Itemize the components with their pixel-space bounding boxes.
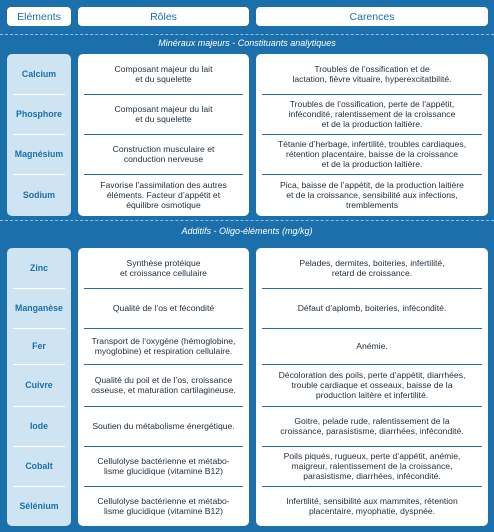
- row-separator: [84, 288, 243, 289]
- header-elements: Eléments: [7, 7, 71, 26]
- section-title-additifs: Additifs - Oligo-éléments (mg/kg): [181, 226, 313, 236]
- element-cell: Manganèse: [15, 303, 63, 313]
- element-cell: Sélénium: [19, 501, 59, 511]
- element-cell: Magnésium: [14, 149, 64, 159]
- row-separator: [262, 446, 482, 447]
- role-cell: Soutien du métabolisme énergétique.: [92, 421, 235, 431]
- role-cell: Favorise l’assimilation des autres éléments. Facteur d’appétit et équilibre osmotique: [100, 180, 227, 210]
- role-cell: Cellulolyse bactérienne et métabo- lisme glucidique (vitamine B12): [97, 456, 230, 476]
- row-separator: [13, 94, 65, 95]
- row-separator: [13, 174, 65, 175]
- deficiency-cell: Pica, baisse de l’appétit, de la production laitière et de la croissance, sensibilité aux infections, tremblements: [280, 180, 464, 210]
- deficiency-cell: Poils piqués, rugueux, perte d’appétit, anémie, maigreur, ralentissement de la croissance, parasistisme, diarrhées, infécondité.: [283, 451, 461, 481]
- row-separator: [262, 134, 482, 135]
- element-cell: Iode: [29, 421, 49, 431]
- section-divider: [0, 34, 494, 35]
- row-separator: [13, 406, 65, 407]
- element-cell: Cobalt: [25, 461, 53, 471]
- role-cell: Synthèse protéique et croissance cellulaire: [120, 258, 207, 278]
- section-title-mineraux: Minéraux majeurs - Constituants analytiques: [158, 38, 336, 48]
- deficiency-cell: Pelades, dermites, boiteries, infertilité, retard de croissance.: [299, 258, 445, 278]
- deficiency-cell: Infertilité, sensibilité aux mammites, rétention placentaire, myophatie, dyspnée.: [286, 496, 458, 516]
- role-cell: Qualité du poil et de l’os, croissance osseuse, et maturation cartilagineuse.: [91, 375, 236, 395]
- row-separator: [262, 94, 482, 95]
- row-separator: [84, 174, 243, 175]
- role-cell: Construction musculaire et conduction nerveuse: [112, 144, 215, 164]
- row-separator: [13, 134, 65, 135]
- element-cell: Phosphore: [16, 109, 62, 119]
- row-separator: [84, 446, 243, 447]
- role-cell: Transport de l’oxygène (hémoglobine, myoglobine) et respiration cellulaire.: [91, 336, 236, 356]
- deficiency-cell: Goitre, pelade rude, ralentissement de la croissance, parasistisme, diarrhées, infécondité.: [280, 416, 464, 436]
- element-cell: Fer: [32, 341, 46, 351]
- row-separator: [13, 288, 65, 289]
- role-cell: Composant majeur du lait et du squelette: [114, 64, 213, 84]
- row-separator: [13, 486, 65, 487]
- role-cell: Cellulolyse bactérienne et métabo- lisme glucidique (vitamine B12): [97, 496, 230, 516]
- element-cell: Cuivre: [25, 380, 53, 390]
- element-cell: Sodium: [22, 190, 56, 200]
- section-divider: [0, 220, 494, 221]
- element-cell: Calcium: [21, 69, 57, 79]
- row-separator: [262, 328, 482, 329]
- row-separator: [84, 134, 243, 135]
- row-separator: [13, 364, 65, 365]
- role-cell: Composant majeur du lait et du squelette: [114, 104, 213, 124]
- deficiency-cell: Décoloration des poils, perte d’appétit, diarrhées, trouble cardiaque et osseaux, baisse de la production laitère et infertilité.: [278, 370, 466, 400]
- deficiency-cell: Anémie.: [356, 341, 388, 351]
- deficiency-cell: Troubles de l’ossification et de lactation, fièvre vituaire, hyperexcitatbilité.: [292, 64, 452, 84]
- row-separator: [262, 364, 482, 365]
- header-roles: Rôles: [78, 7, 249, 26]
- row-separator: [13, 328, 65, 329]
- deficiency-cell: Troubles de l’ossification, perte de l’appétit, infécondité, ralentissement de la croissance et de la production laitière.: [288, 99, 456, 129]
- row-separator: [84, 406, 243, 407]
- row-separator: [262, 406, 482, 407]
- role-cell: Qualité de l’os et fécondité: [112, 303, 215, 313]
- element-cell: Zinc: [29, 263, 49, 273]
- deficiency-cell: Défaut d’aplomb, boiteries, infécondité.: [297, 303, 447, 313]
- row-separator: [262, 486, 482, 487]
- header-carences: Carences: [256, 7, 488, 26]
- row-separator: [84, 486, 243, 487]
- row-separator: [84, 364, 243, 365]
- deficiency-cell: Tétanie d’herbage, infertilité, troubles cardiaques, rétention placentaire, baisse de la croissance et de la production laitière.: [277, 139, 467, 169]
- row-separator: [13, 446, 65, 447]
- row-separator: [262, 174, 482, 175]
- row-separator: [84, 94, 243, 95]
- row-separator: [84, 328, 243, 329]
- row-separator: [262, 288, 482, 289]
